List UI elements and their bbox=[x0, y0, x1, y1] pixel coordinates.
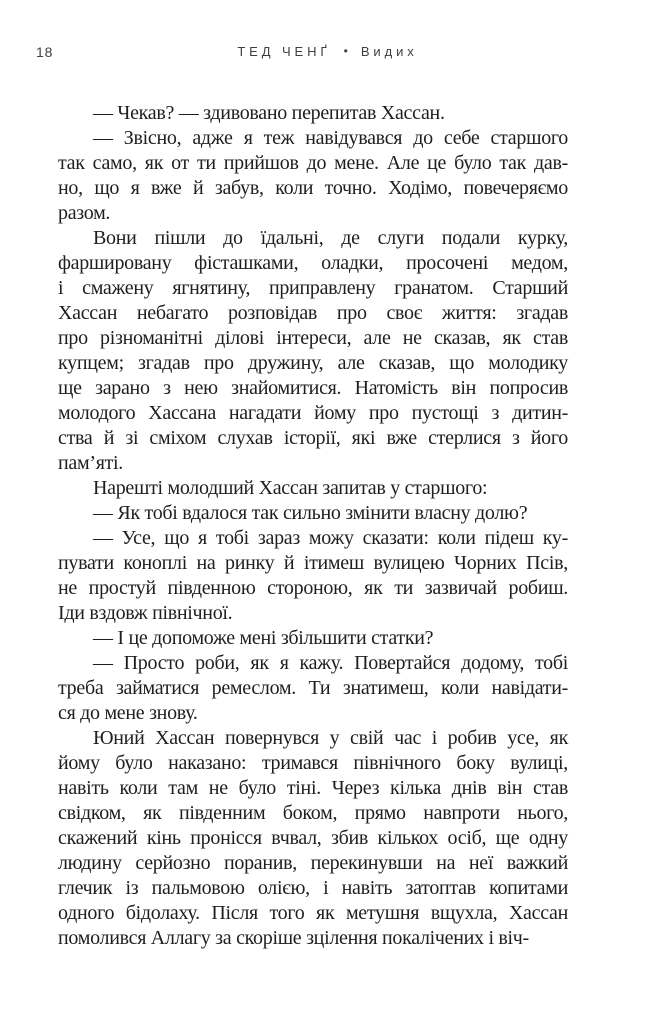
paragraph bbox=[58, 101, 568, 126]
text-line: помолився Аллагу за скоріше зцілення покалічених і віч- bbox=[58, 927, 529, 949]
text-line: Юний Хассан повернувся у свій час і робив усе, як bbox=[93, 727, 568, 749]
paragraph bbox=[58, 526, 568, 626]
header-separator-bullet: • bbox=[343, 44, 348, 58]
text-line: разом. bbox=[58, 202, 111, 224]
text-line: не простуй південною стороною, як ти зазвичай робиш. bbox=[58, 577, 568, 599]
text-line: Іди вздовж північної. bbox=[58, 602, 233, 624]
paragraph bbox=[58, 476, 568, 501]
text-line: — І це допоможе мені збільшити статки? bbox=[93, 627, 434, 649]
text-line: ства й зі сміхом слухав історії, які вже стерлися з його bbox=[58, 427, 568, 449]
text-line: скажений кінь пронісся вчвал, збив кількох осіб, ще одну bbox=[58, 827, 568, 849]
text-line: про різноманітні ділові інтереси, але не сказав, як став bbox=[58, 327, 568, 349]
text-line: треба займатися ремеслом. Ти знатимеш, коли навідати- bbox=[58, 677, 568, 699]
text-line: Вони пішли до їдальні, де слуги подали курку, bbox=[93, 227, 568, 249]
text-line: одного бідолаху. Після того як метушня вщухла, Хассан bbox=[58, 902, 568, 924]
page-text bbox=[58, 101, 568, 951]
paragraph bbox=[58, 126, 568, 226]
paragraph bbox=[58, 501, 568, 526]
paragraph bbox=[58, 726, 568, 951]
text-line: — Звісно, адже я теж навідувався до себе старшого bbox=[93, 127, 568, 149]
text-line: — Усе, що я тобі зараз можу сказати: коли підеш ку- bbox=[93, 527, 568, 549]
text-line: — Чекав? — здивовано перепитав Хассан. bbox=[93, 102, 445, 124]
text-line: ся до мене знову. bbox=[58, 702, 198, 724]
header-author: ТЕД ЧЕНҐ bbox=[237, 44, 331, 59]
text-line: Нарешті молодший Хассан запитав у старшого: bbox=[93, 477, 488, 499]
text-line: людину серйозно поранив, перекинувши на неї важкий bbox=[58, 852, 568, 874]
text-line: пам’яті. bbox=[58, 452, 123, 474]
text-line: фаршировану фісташками, оладки, просочені медом, bbox=[58, 252, 568, 274]
text-line: йому було наказано: тримався північного боку вулиці, bbox=[58, 752, 568, 774]
text-line: так само, як от ти прийшов до мене. Але це було так дав- bbox=[58, 152, 568, 174]
text-line: свідком, як південним боком, прямо навпроти нього, bbox=[58, 802, 568, 824]
paragraph bbox=[58, 651, 568, 726]
paragraph bbox=[58, 226, 568, 476]
text-line: — Просто роби, як я кажу. Повертайся додому, тобі bbox=[93, 652, 568, 674]
text-line: — Як тобі вдалося так сильно змінити власну долю? bbox=[93, 502, 528, 524]
text-line: Хассан небагато розповідав про своє життя: згадав bbox=[58, 302, 568, 324]
header-book-title: Видих bbox=[360, 44, 418, 59]
running-header bbox=[0, 45, 655, 59]
text-line: і смажену ягнятину, приправлену гранатом. Старший bbox=[58, 277, 568, 299]
text-line: глечик із пальмовою олією, і навіть затоптав копитами bbox=[58, 877, 568, 899]
text-line: но, що я вже й забув, коли точно. Ходімо, повечеряємо bbox=[58, 177, 568, 199]
text-line: молодого Хассана нагадати йому про пустощі з дитин- bbox=[58, 402, 568, 424]
page-number: 18 bbox=[36, 44, 54, 60]
text-line: навіть коли там не було тіні. Через кілька днів він став bbox=[58, 777, 568, 799]
text-line: ще зарано з нею знайомитися. Натомість він попросив bbox=[58, 377, 568, 399]
text-line: пувати коноплі на ринку й ітимеш вулицею Чорних Псів, bbox=[58, 552, 568, 574]
text-line: купцем; згадав про дружину, але сказав, що молодику bbox=[58, 352, 568, 374]
paragraph bbox=[58, 626, 568, 651]
